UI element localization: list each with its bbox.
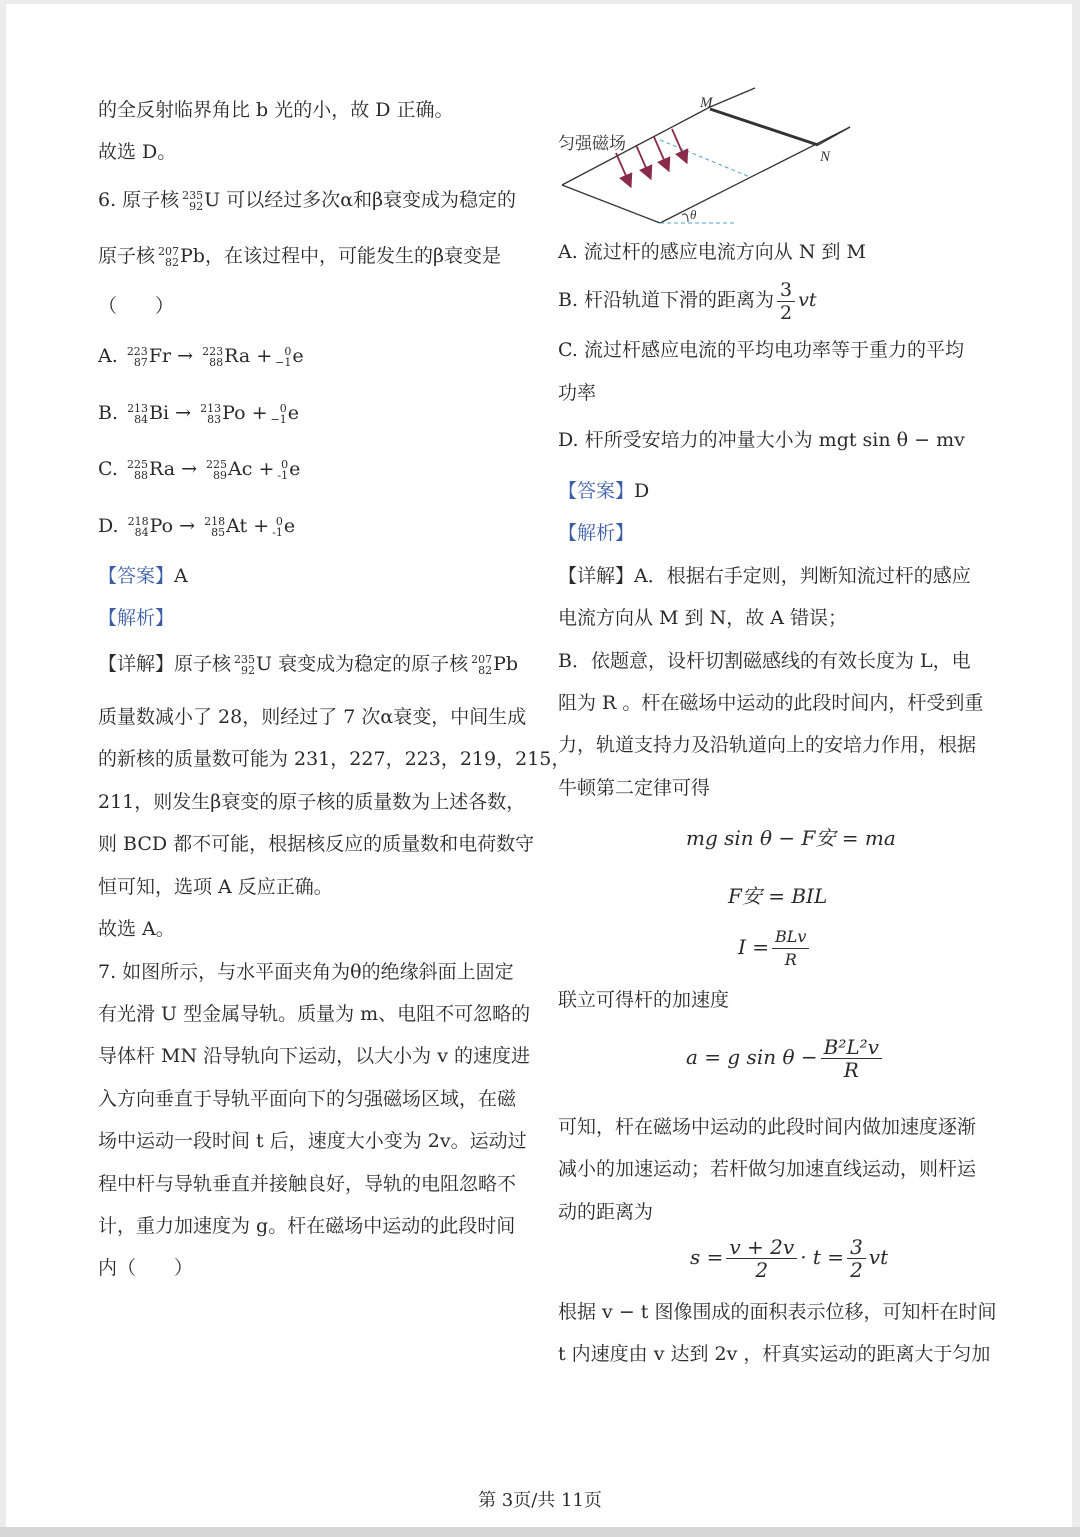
text-line: 阻为 R 。杆在磁场中运动的此段时间内，杆受到重 bbox=[558, 692, 984, 714]
text-line: 力，轨道支持力及沿轨道向上的安培力作用，根据 bbox=[558, 734, 977, 756]
option-C: C. 225 88 Ra → 225 89 Ac + 0 -1 e bbox=[98, 458, 301, 482]
text-line: 电流方向从 M 到 N，故 A 错误； bbox=[558, 607, 847, 629]
text-line: 牛顿第二定律可得 bbox=[558, 777, 711, 799]
analysis-tag: 【解析】 bbox=[98, 607, 175, 629]
question-6-paren: （ ） bbox=[98, 295, 175, 317]
q7-line: 计，重力加速度为 g。杆在磁场中运动的此段时间 bbox=[98, 1215, 516, 1237]
text-line: 【详解】A．根据右手定则，判断知流过杆的感应 bbox=[558, 565, 971, 587]
equation-1: mg sin θ − F安 = ma bbox=[686, 826, 896, 850]
option-D: D. 杆所受安培力的冲量大小为 mgt sin θ − mv bbox=[558, 429, 965, 451]
option-C-line1: C. 流过杆感应电流的平均电功率等于重力的平均 bbox=[558, 339, 964, 361]
page-shadow bbox=[0, 1527, 1080, 1537]
label-M: M bbox=[700, 95, 713, 111]
option-C-line2: 功率 bbox=[558, 382, 597, 404]
option-A: A. 223 87 Fr → 223 88 Ra + 0 −1 e bbox=[98, 345, 304, 369]
text-line: 故选 A。 bbox=[98, 918, 175, 940]
text-line: t 内速度由 v 达到 2v ，杆真实运动的距离大于匀加 bbox=[558, 1343, 991, 1365]
option-B: B. 杆沿轨道下滑的距离为 $\frac{3}{2}$ vt bbox=[558, 278, 817, 324]
q7-line: 场中运动一段时间 t 后，速度大小变为 2v。运动过 bbox=[98, 1130, 527, 1152]
text-line: 根据 v − t 图像围成的面积表示位移，可知杆在时间 bbox=[558, 1301, 997, 1323]
conducting-rod bbox=[710, 109, 818, 145]
equation-4: a = g sin θ − $\frac{\text{B²L²v}}{R}$ bbox=[686, 1036, 885, 1081]
answer-line: 【答案】A bbox=[98, 565, 188, 587]
label-N: N bbox=[820, 149, 831, 165]
equation-3: I = $\frac{\text{BLv}}{R}$ bbox=[738, 926, 812, 971]
answer-line: 【答案】D bbox=[558, 480, 650, 502]
field-label: 匀强磁场 bbox=[558, 134, 626, 153]
detail-line: 【详解】原子核 235 92 U 衰变成为稳定的原子核 207 82 Pb bbox=[98, 653, 519, 677]
incline-figure bbox=[550, 85, 870, 235]
text-line: 恒可知，选项 A 反应正确。 bbox=[98, 876, 333, 898]
q7-line: 程中杆与导轨垂直并接触良好，导轨的电阻忽略不 bbox=[98, 1173, 517, 1195]
text-line: 动的距离为 bbox=[558, 1201, 654, 1223]
text-line: 可知，杆在磁场中运动的此段时间内做加速度逐渐 bbox=[558, 1116, 977, 1138]
q7-line: 内（ ） bbox=[98, 1257, 194, 1279]
question-6-line-1: 6. 原子核 235 92 U 可以经过多次α和β衰变成为稳定的 bbox=[98, 189, 517, 213]
option-A: A. 流过杆的感应电流方向从 N 到 M bbox=[558, 241, 866, 263]
nuclide-U: 235 92 bbox=[182, 189, 204, 213]
text-line: 则 BCD 都不可能，根据核反应的质量数和电荷数守 bbox=[98, 833, 535, 855]
text-line: 211，则发生β衰变的原子核的质量数为上述各数， bbox=[98, 791, 526, 813]
option-B: B. 213 84 Bi → 213 83 Po + 0 −1 e bbox=[98, 402, 300, 426]
text-line: 故选 D。 bbox=[98, 141, 177, 163]
q7-line: 有光滑 U 型金属导轨。质量为 m、电阻不可忽略的 bbox=[98, 1003, 531, 1025]
text-line: 质量数减小了 28，则经过了 7 次α衰变，中间生成 bbox=[98, 706, 527, 728]
text-line: 的新核的质量数可能为 231，227，223，219，215， bbox=[98, 748, 571, 770]
equation-2: F安 = BIL bbox=[728, 884, 828, 908]
text-line: 的全反射临界角比 b 光的小，故 D 正确。 bbox=[98, 99, 454, 121]
label-theta: θ bbox=[690, 207, 697, 222]
equation-5: s = $\frac{v + 2v}{2}$ · t = $\frac{3}{2}$ vt bbox=[690, 1235, 889, 1282]
question-6-line-2: 原子核 207 82 Pb，在该过程中，可能发生的β衰变是 bbox=[98, 245, 501, 269]
q7-line: 入方向垂直于导轨平面向下的匀强磁场区域，在磁 bbox=[98, 1088, 517, 1110]
text-line: 减小的加速运动；若杆做匀加速直线运动，则杆运 bbox=[558, 1158, 977, 1180]
q7-line: 7. 如图所示，与水平面夹角为θ的绝缘斜面上固定 bbox=[98, 961, 514, 983]
option-D: D. 218 84 Po → 218 85 At + 0 -1 e bbox=[98, 515, 296, 539]
page-footer: 第 3页/共 11页 bbox=[478, 1490, 602, 1511]
nuclide-Pb: 207 82 bbox=[158, 245, 180, 269]
text-line: 联立可得杆的加速度 bbox=[558, 989, 730, 1011]
text-line: B．依题意，设杆切割磁感线的有效长度为 L，电 bbox=[558, 650, 971, 672]
q7-line: 导体杆 MN 沿导轨向下运动，以大小为 v 的速度进 bbox=[98, 1045, 530, 1067]
analysis-tag: 【解析】 bbox=[558, 522, 635, 544]
